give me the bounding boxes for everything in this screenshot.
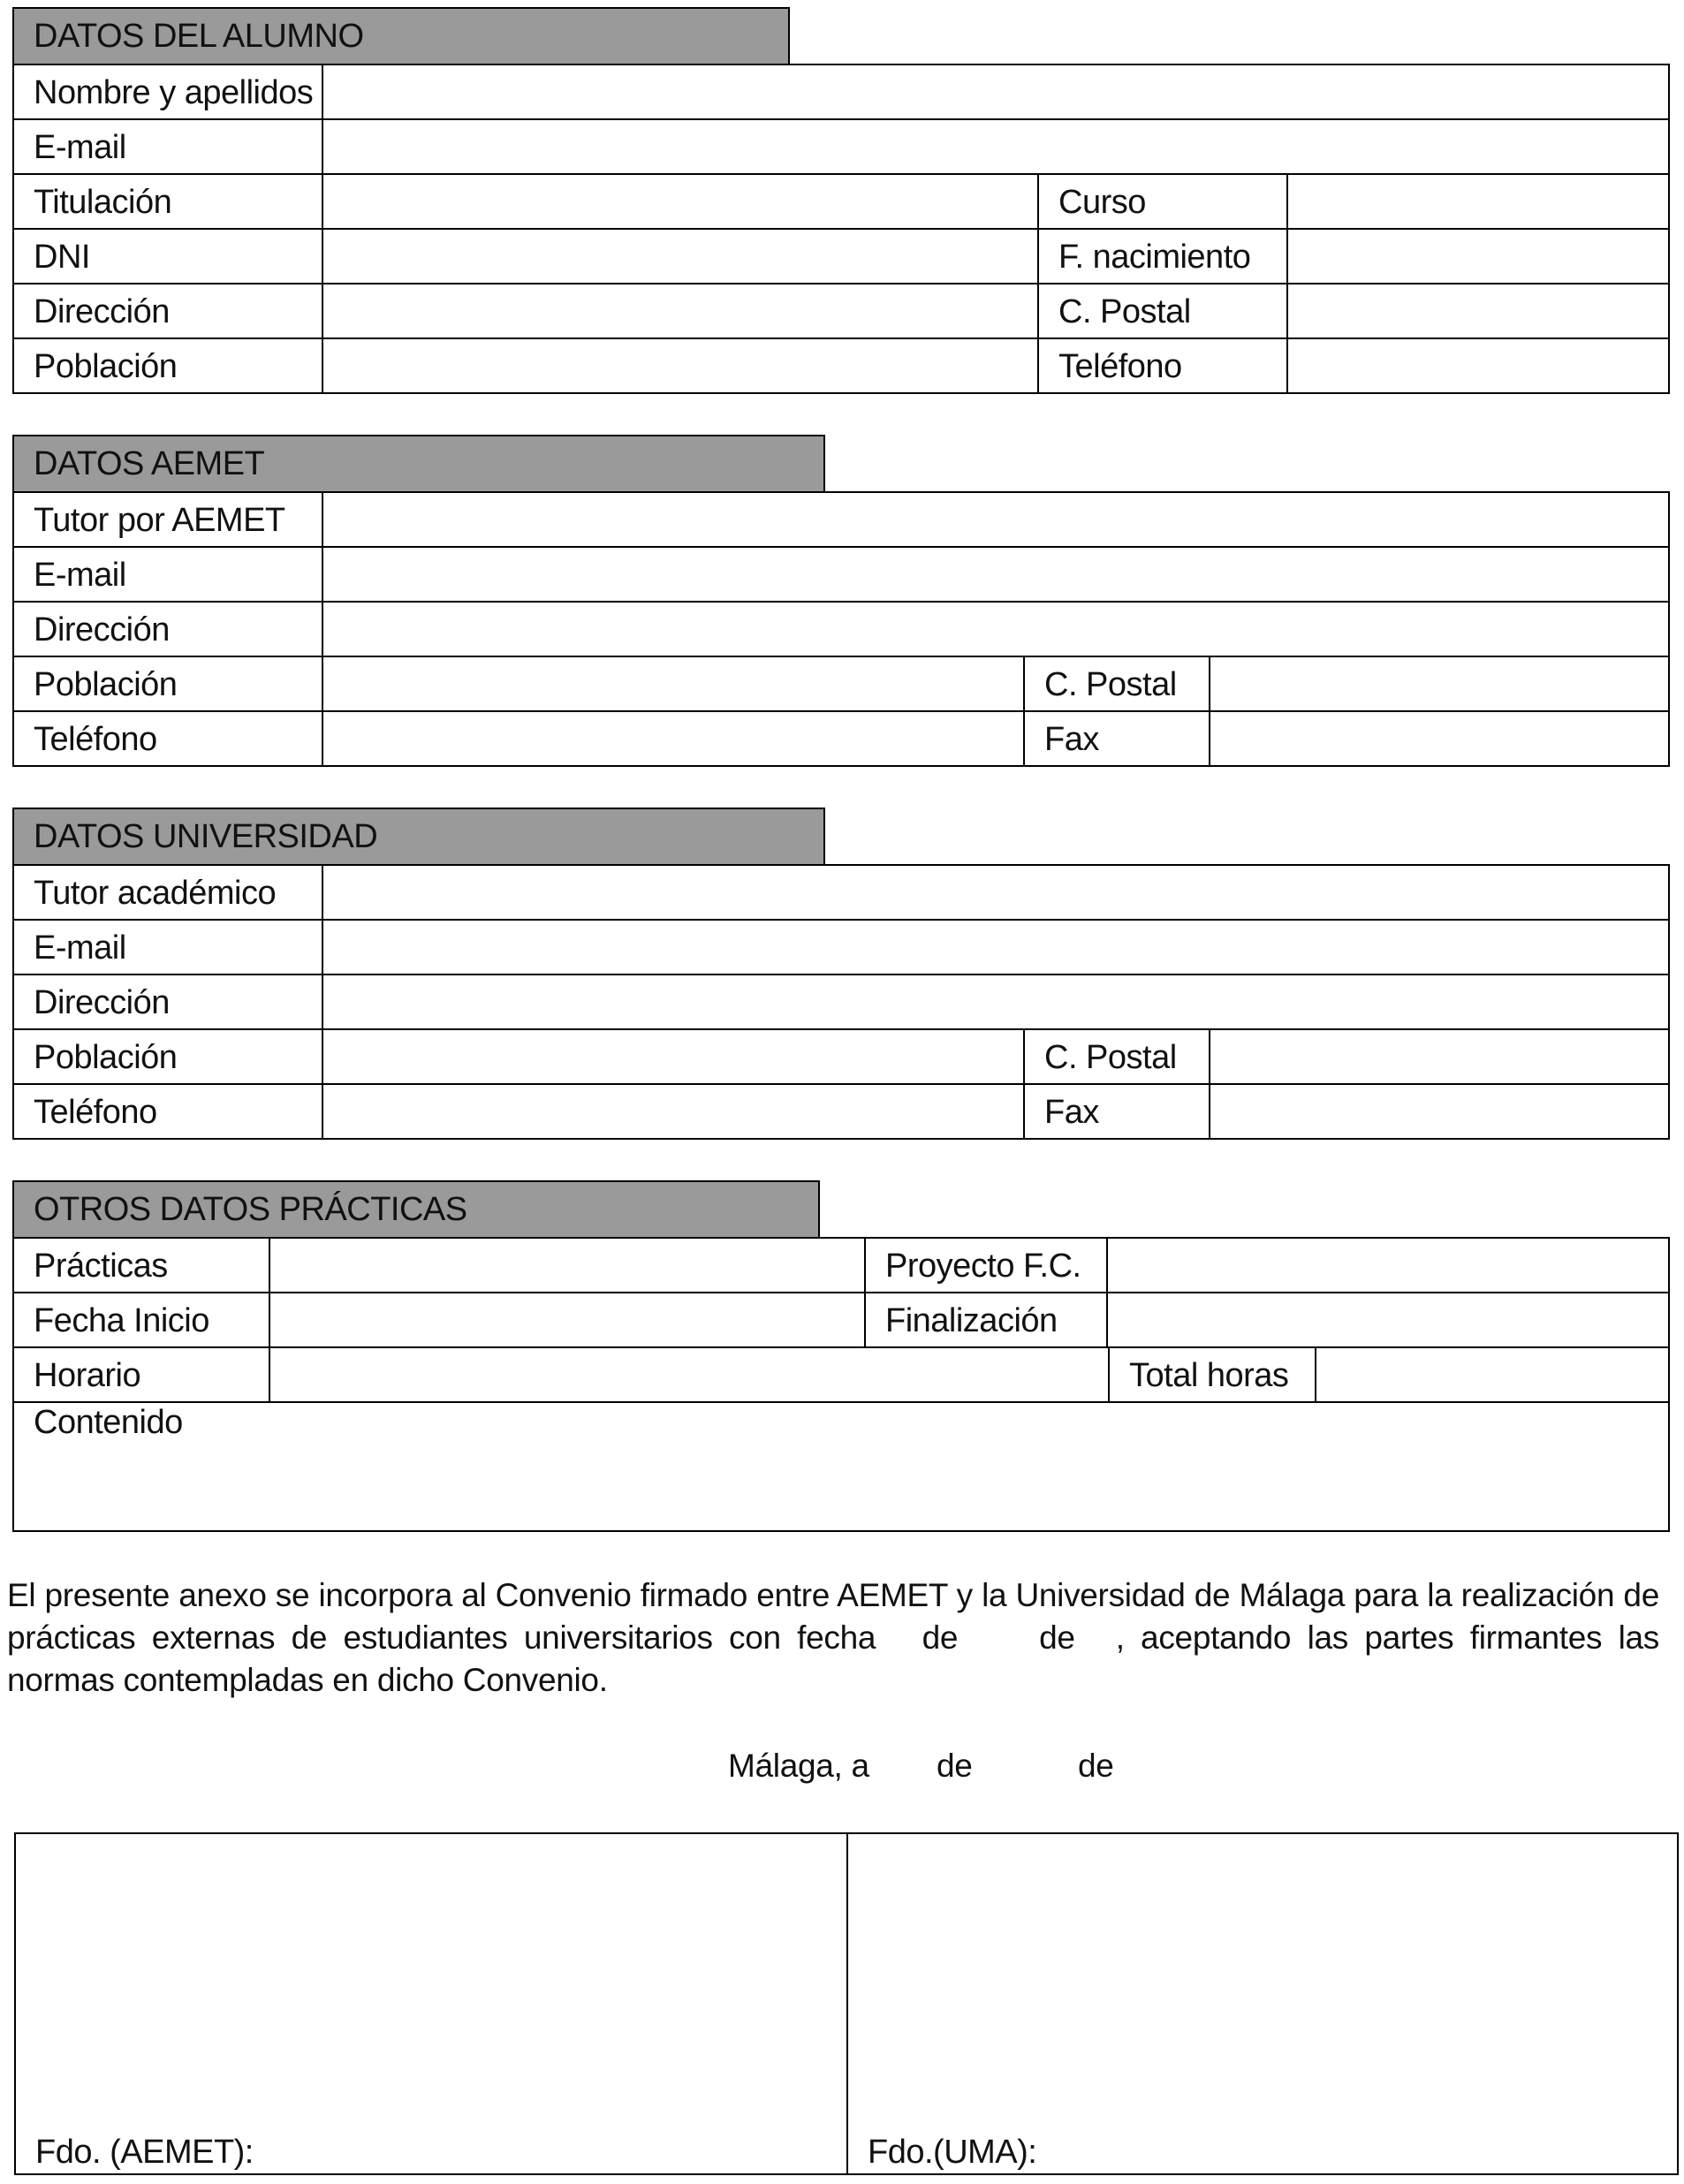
input-practicas[interactable] [270, 1239, 864, 1292]
table-row [14, 284, 1668, 339]
input-direccion[interactable] [323, 284, 1037, 337]
place-de-2: de [1078, 1748, 1114, 1784]
table-row [14, 712, 1668, 767]
table-row [14, 339, 1668, 394]
input-horario[interactable] [270, 1348, 1108, 1401]
label-email-universidad: E-mail [34, 929, 126, 967]
input-email-universidad[interactable] [323, 921, 1668, 974]
label-f-nacimiento: F. nacimiento [1058, 239, 1251, 276]
place-malaga: Málaga, a [728, 1748, 869, 1784]
label-nombre: Nombre y apellidos [34, 74, 314, 111]
label-fax-universidad: Fax [1044, 1094, 1099, 1131]
label-practicas: Prácticas [34, 1247, 168, 1285]
input-direccion-aemet[interactable] [323, 603, 1668, 656]
signature-label-uma: Fdo.(UMA): [868, 2134, 1037, 2171]
signature-box [14, 1832, 1679, 2175]
input-titulacion[interactable] [323, 175, 1037, 228]
label-telefono: Teléfono [1058, 348, 1182, 385]
table-row [14, 493, 1668, 548]
input-tutor-aemet[interactable] [323, 493, 1668, 546]
section-title-alumno: DATOS DEL ALUMNO [12, 7, 790, 65]
table-row [14, 548, 1668, 603]
label-finalizacion: Finalización [885, 1302, 1058, 1339]
input-email-aemet[interactable] [323, 548, 1668, 601]
input-telefono-aemet[interactable] [323, 712, 1023, 765]
place-de-1: de [937, 1748, 973, 1784]
input-total-horas[interactable] [1316, 1348, 1668, 1401]
label-tutor-aemet: Tutor por AEMET [34, 502, 285, 539]
input-fecha-inicio[interactable] [270, 1293, 864, 1346]
label-fax-aemet: Fax [1044, 721, 1099, 758]
label-email: E-mail [34, 129, 126, 166]
label-c-postal: C. Postal [1058, 293, 1191, 330]
input-c-postal[interactable] [1288, 284, 1668, 337]
input-tutor-academico[interactable] [323, 866, 1668, 919]
input-poblacion-aemet[interactable] [323, 657, 1023, 710]
input-f-nacimiento[interactable] [1288, 230, 1668, 283]
input-curso[interactable] [1288, 175, 1668, 228]
table-row [14, 1085, 1668, 1140]
label-poblacion-universidad: Población [34, 1039, 178, 1076]
table-row [14, 1348, 1668, 1403]
input-c-postal-universidad[interactable] [1210, 1030, 1668, 1083]
input-telefono-universidad[interactable] [323, 1085, 1023, 1138]
label-horario: Horario [34, 1357, 141, 1394]
signature-label-aemet: Fdo. (AEMET): [35, 2134, 254, 2171]
table-row [14, 230, 1668, 284]
label-c-postal-aemet: C. Postal [1044, 666, 1177, 703]
input-telefono[interactable] [1288, 339, 1668, 392]
label-tutor-academico: Tutor académico [34, 875, 277, 912]
practicas-table [12, 1237, 1670, 1532]
label-c-postal-universidad: C. Postal [1044, 1039, 1177, 1076]
table-row [14, 921, 1668, 975]
paragraph-de-2: de [1039, 1619, 1075, 1656]
label-poblacion-aemet: Población [34, 666, 178, 703]
input-c-postal-aemet[interactable] [1210, 657, 1668, 710]
contenido-row[interactable] [14, 1403, 1668, 1532]
input-fax-universidad[interactable] [1210, 1085, 1668, 1138]
table-row [14, 866, 1668, 921]
paragraph-de-1: de [922, 1619, 959, 1656]
label-direccion: Dirección [34, 293, 170, 330]
table-row [14, 1239, 1668, 1293]
label-direccion-aemet: Dirección [34, 611, 170, 648]
input-nombre[interactable] [323, 65, 1668, 118]
label-telefono-aemet: Teléfono [34, 721, 157, 758]
table-row [14, 1030, 1668, 1085]
paragraph-text-1: El presente anexo se incorpora al Convenio firmado entre AEMET y la Universidad de Málaga para la realización de prácticas externas de estudiantes universitarios con fecha [7, 1577, 1659, 1656]
table-row [14, 657, 1668, 712]
label-curso: Curso [1058, 184, 1146, 221]
table-row [14, 120, 1668, 175]
input-fax-aemet[interactable] [1210, 712, 1668, 765]
label-titulacion: Titulación [34, 184, 172, 221]
input-direccion-universidad[interactable] [323, 975, 1668, 1028]
label-telefono-universidad: Teléfono [34, 1094, 157, 1131]
table-row [14, 1293, 1668, 1348]
aemet-table [12, 491, 1670, 767]
label-direccion-universidad: Dirección [34, 984, 170, 1021]
signature-uma[interactable] [848, 1834, 1677, 2173]
signature-aemet[interactable] [16, 1834, 846, 2173]
input-email[interactable] [323, 120, 1668, 173]
universidad-table [12, 864, 1670, 1140]
table-row [14, 603, 1668, 657]
input-dni[interactable] [323, 230, 1037, 283]
input-proyecto-fc[interactable] [1108, 1239, 1668, 1292]
input-finalizacion[interactable] [1108, 1293, 1668, 1346]
label-total-horas: Total horas [1129, 1357, 1289, 1394]
label-email-aemet: E-mail [34, 557, 126, 594]
table-row [14, 175, 1668, 230]
input-poblacion-universidad[interactable] [323, 1030, 1023, 1083]
alumno-table [12, 64, 1670, 394]
table-row [14, 65, 1668, 120]
label-fecha-inicio: Fecha Inicio [34, 1302, 209, 1339]
label-contenido: Contenido [34, 1404, 183, 1441]
section-title-universidad: DATOS UNIVERSIDAD [12, 808, 825, 866]
convenio-paragraph [7, 1574, 1659, 1702]
section-title-aemet: DATOS AEMET [12, 435, 825, 493]
table-row [14, 975, 1668, 1030]
label-proyecto-fc: Proyecto F.C. [885, 1247, 1081, 1285]
label-dni: DNI [34, 239, 90, 276]
paragraph-text-2: , aceptando las partes firmantes las normas contempladas en dicho Convenio. [7, 1619, 1659, 1698]
section-title-practicas: OTROS DATOS PRÁCTICAS [12, 1180, 820, 1239]
label-poblacion: Población [34, 348, 178, 385]
input-poblacion[interactable] [323, 339, 1037, 392]
